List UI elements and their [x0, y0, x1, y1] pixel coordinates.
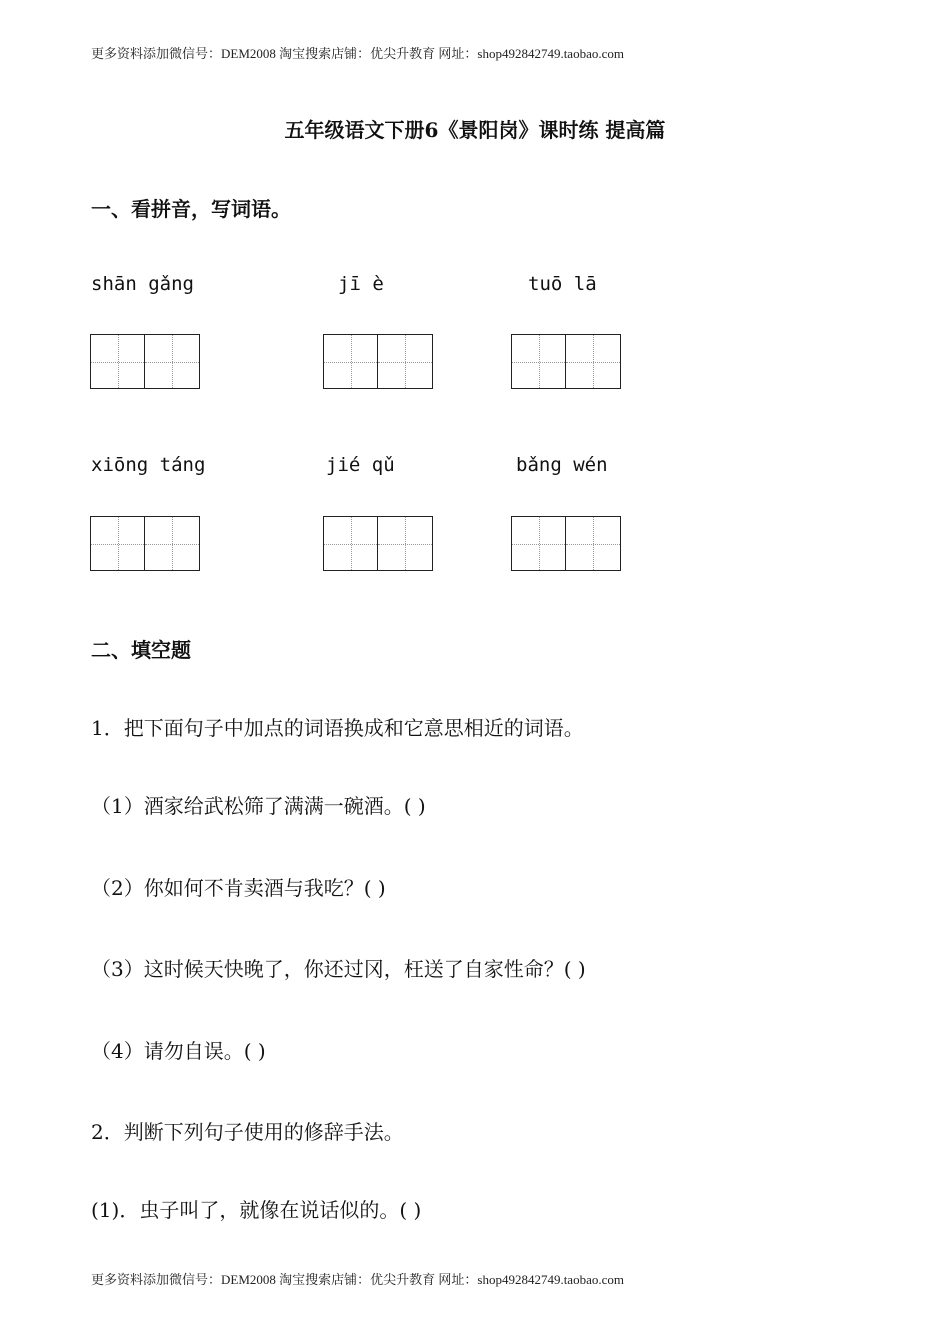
writing-cell[interactable] [90, 516, 145, 571]
pinyin-1: shān gǎng [91, 273, 194, 295]
writing-cell[interactable] [511, 334, 566, 389]
writing-cell[interactable] [323, 516, 378, 571]
writing-cell[interactable] [378, 334, 433, 389]
writing-grid-5[interactable] [323, 516, 433, 571]
page-header: 更多资料添加微信号：DEM2008 淘宝搜索店铺：优尖升教育 网址：shop492842749.taobao.com [91, 46, 624, 61]
writing-grid-1[interactable] [90, 334, 200, 389]
writing-cell[interactable] [566, 516, 621, 571]
pinyin-5: jié qǔ [326, 454, 395, 476]
page-title: 五年级语文下册6《景阳岗》课时练 提高篇 [284, 118, 666, 142]
question-1-item-2[interactable]: （2）你如何不肯卖酒与我吃？( ) [91, 876, 386, 900]
section-1-heading: 一、看拼音，写词语。 [91, 197, 291, 221]
question-1-item-3[interactable]: （3）这时候天快晚了，你还过冈，枉送了自家性命？( ) [91, 957, 586, 981]
page-footer: 更多资料添加微信号：DEM2008 淘宝搜索店铺：优尖升教育 网址：shop492842749.taobao.com [91, 1272, 624, 1287]
pinyin-4: xiōng táng [91, 454, 206, 476]
writing-cell[interactable] [566, 334, 621, 389]
writing-grid-2[interactable] [323, 334, 433, 389]
question-2-item-1[interactable]: (1)．虫子叫了，就像在说话似的。( ) [91, 1198, 422, 1222]
writing-cell[interactable] [145, 516, 200, 571]
writing-cell[interactable] [145, 334, 200, 389]
writing-cell[interactable] [90, 334, 145, 389]
writing-grid-4[interactable] [90, 516, 200, 571]
section-2-heading: 二、填空题 [91, 638, 191, 662]
writing-grid-3[interactable] [511, 334, 621, 389]
pinyin-6: bǎng wén [516, 454, 608, 476]
writing-cell[interactable] [378, 516, 433, 571]
question-1-item-1[interactable]: （1）酒家给武松筛了满满一碗酒。( ) [91, 794, 426, 818]
writing-cell[interactable] [511, 516, 566, 571]
pinyin-3: tuō lā [528, 273, 597, 295]
writing-cell[interactable] [323, 334, 378, 389]
pinyin-2: jī è [338, 273, 384, 295]
question-1-prompt: 1．把下面句子中加点的词语换成和它意思相近的词语。 [91, 716, 584, 740]
question-2-prompt: 2．判断下列句子使用的修辞手法。 [91, 1120, 404, 1144]
question-1-item-4[interactable]: （4）请勿自误。( ) [91, 1039, 266, 1063]
writing-grid-6[interactable] [511, 516, 621, 571]
